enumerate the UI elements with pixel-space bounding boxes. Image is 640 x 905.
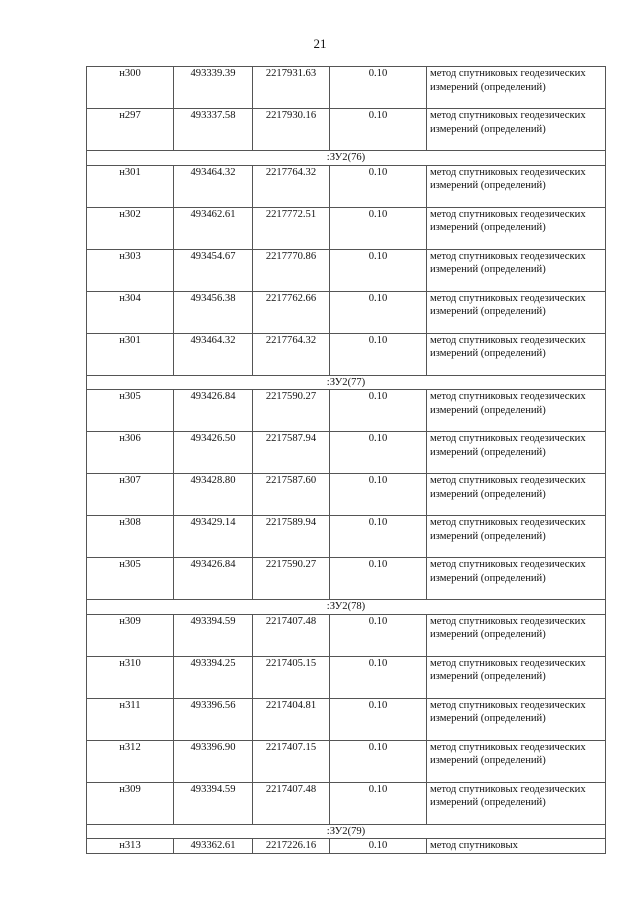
method-cell: метод спутниковых геодезических измерений (определений) bbox=[427, 333, 606, 375]
accuracy-cell: 0.10 bbox=[330, 165, 427, 207]
section-label: :ЗУ2(78) bbox=[87, 600, 606, 615]
coordinates-table-body bbox=[87, 67, 606, 854]
accuracy-cell: 0.10 bbox=[330, 249, 427, 291]
y-coordinate-cell: 2217590.27 bbox=[253, 558, 330, 600]
table-row bbox=[87, 740, 606, 782]
method-cell: метод спутниковых геодезических измерений (определений) bbox=[427, 740, 606, 782]
method-cell: метод спутниковых bbox=[427, 839, 606, 854]
table-row bbox=[87, 839, 606, 854]
method-cell: метод спутниковых геодезических измерений (определений) bbox=[427, 656, 606, 698]
method-cell: метод спутниковых геодезических измерений (определений) bbox=[427, 390, 606, 432]
table-row bbox=[87, 614, 606, 656]
x-coordinate-cell: 493337.58 bbox=[174, 109, 253, 151]
x-coordinate-cell: 493454.67 bbox=[174, 249, 253, 291]
x-coordinate-cell: 493426.50 bbox=[174, 432, 253, 474]
method-cell: метод спутниковых геодезических измерений (определений) bbox=[427, 614, 606, 656]
y-coordinate-cell: 2217770.86 bbox=[253, 249, 330, 291]
y-coordinate-cell: 2217404.81 bbox=[253, 698, 330, 740]
table-row bbox=[87, 558, 606, 600]
method-cell: метод спутниковых геодезических измерений (определений) bbox=[427, 109, 606, 151]
y-coordinate-cell: 2217764.32 bbox=[253, 333, 330, 375]
section-header-row bbox=[87, 824, 606, 839]
table-row bbox=[87, 474, 606, 516]
x-coordinate-cell: 493426.84 bbox=[174, 558, 253, 600]
table-row bbox=[87, 333, 606, 375]
accuracy-cell: 0.10 bbox=[330, 333, 427, 375]
y-coordinate-cell: 2217764.32 bbox=[253, 165, 330, 207]
accuracy-cell: 0.10 bbox=[330, 558, 427, 600]
point-name-cell: н305 bbox=[87, 390, 174, 432]
x-coordinate-cell: 493339.39 bbox=[174, 67, 253, 109]
table-row bbox=[87, 782, 606, 824]
section-label: :ЗУ2(77) bbox=[87, 375, 606, 390]
x-coordinate-cell: 493456.38 bbox=[174, 291, 253, 333]
point-name-cell: н306 bbox=[87, 432, 174, 474]
y-coordinate-cell: 2217762.66 bbox=[253, 291, 330, 333]
accuracy-cell: 0.10 bbox=[330, 782, 427, 824]
accuracy-cell: 0.10 bbox=[330, 474, 427, 516]
method-cell: метод спутниковых геодезических измерений (определений) bbox=[427, 782, 606, 824]
y-coordinate-cell: 2217407.15 bbox=[253, 740, 330, 782]
accuracy-cell: 0.10 bbox=[330, 698, 427, 740]
table-row bbox=[87, 432, 606, 474]
accuracy-cell: 0.10 bbox=[330, 109, 427, 151]
accuracy-cell: 0.10 bbox=[330, 516, 427, 558]
accuracy-cell: 0.10 bbox=[330, 207, 427, 249]
point-name-cell: н303 bbox=[87, 249, 174, 291]
method-cell: метод спутниковых геодезических измерений (определений) bbox=[427, 165, 606, 207]
x-coordinate-cell: 493394.25 bbox=[174, 656, 253, 698]
method-cell: метод спутниковых геодезических измерений (определений) bbox=[427, 698, 606, 740]
accuracy-cell: 0.10 bbox=[330, 656, 427, 698]
method-cell: метод спутниковых геодезических измерений (определений) bbox=[427, 516, 606, 558]
point-name-cell: н310 bbox=[87, 656, 174, 698]
y-coordinate-cell: 2217930.16 bbox=[253, 109, 330, 151]
table-row bbox=[87, 67, 606, 109]
table-row bbox=[87, 165, 606, 207]
point-name-cell: н309 bbox=[87, 782, 174, 824]
x-coordinate-cell: 493426.84 bbox=[174, 390, 253, 432]
y-coordinate-cell: 2217407.48 bbox=[253, 782, 330, 824]
y-coordinate-cell: 2217587.60 bbox=[253, 474, 330, 516]
method-cell: метод спутниковых геодезических измерений (определений) bbox=[427, 558, 606, 600]
method-cell: метод спутниковых геодезических измерений (определений) bbox=[427, 432, 606, 474]
y-coordinate-cell: 2217407.48 bbox=[253, 614, 330, 656]
method-cell: метод спутниковых геодезических измерений (определений) bbox=[427, 474, 606, 516]
table-row bbox=[87, 109, 606, 151]
coordinates-table bbox=[86, 66, 606, 854]
method-cell: метод спутниковых геодезических измерений (определений) bbox=[427, 67, 606, 109]
section-label: :ЗУ2(76) bbox=[87, 151, 606, 166]
accuracy-cell: 0.10 bbox=[330, 614, 427, 656]
accuracy-cell: 0.10 bbox=[330, 432, 427, 474]
point-name-cell: н307 bbox=[87, 474, 174, 516]
x-coordinate-cell: 493429.14 bbox=[174, 516, 253, 558]
x-coordinate-cell: 493394.59 bbox=[174, 614, 253, 656]
table-row bbox=[87, 291, 606, 333]
y-coordinate-cell: 2217590.27 bbox=[253, 390, 330, 432]
method-cell: метод спутниковых геодезических измерений (определений) bbox=[427, 291, 606, 333]
table-row bbox=[87, 390, 606, 432]
point-name-cell: н297 bbox=[87, 109, 174, 151]
y-coordinate-cell: 2217405.15 bbox=[253, 656, 330, 698]
x-coordinate-cell: 493464.32 bbox=[174, 165, 253, 207]
x-coordinate-cell: 493394.59 bbox=[174, 782, 253, 824]
accuracy-cell: 0.10 bbox=[330, 839, 427, 854]
page-number: 21 bbox=[313, 36, 327, 51]
section-header-row bbox=[87, 600, 606, 615]
point-name-cell: н301 bbox=[87, 165, 174, 207]
method-cell: метод спутниковых геодезических измерений (определений) bbox=[427, 249, 606, 291]
x-coordinate-cell: 493428.80 bbox=[174, 474, 253, 516]
point-name-cell: н311 bbox=[87, 698, 174, 740]
x-coordinate-cell: 493464.32 bbox=[174, 333, 253, 375]
y-coordinate-cell: 2217772.51 bbox=[253, 207, 330, 249]
point-name-cell: н300 bbox=[87, 67, 174, 109]
accuracy-cell: 0.10 bbox=[330, 67, 427, 109]
table-row bbox=[87, 698, 606, 740]
y-coordinate-cell: 2217589.94 bbox=[253, 516, 330, 558]
section-label: :ЗУ2(79) bbox=[87, 824, 606, 839]
y-coordinate-cell: 2217931.63 bbox=[253, 67, 330, 109]
point-name-cell: н308 bbox=[87, 516, 174, 558]
x-coordinate-cell: 493462.61 bbox=[174, 207, 253, 249]
x-coordinate-cell: 493362.61 bbox=[174, 839, 253, 854]
point-name-cell: н312 bbox=[87, 740, 174, 782]
section-header-row bbox=[87, 151, 606, 166]
point-name-cell: н305 bbox=[87, 558, 174, 600]
table-row bbox=[87, 656, 606, 698]
x-coordinate-cell: 493396.56 bbox=[174, 698, 253, 740]
point-name-cell: н313 bbox=[87, 839, 174, 854]
x-coordinate-cell: 493396.90 bbox=[174, 740, 253, 782]
y-coordinate-cell: 2217587.94 bbox=[253, 432, 330, 474]
accuracy-cell: 0.10 bbox=[330, 291, 427, 333]
point-name-cell: н301 bbox=[87, 333, 174, 375]
point-name-cell: н302 bbox=[87, 207, 174, 249]
table-row bbox=[87, 516, 606, 558]
accuracy-cell: 0.10 bbox=[330, 390, 427, 432]
table-row bbox=[87, 207, 606, 249]
method-cell: метод спутниковых геодезических измерений (определений) bbox=[427, 207, 606, 249]
section-header-row bbox=[87, 375, 606, 390]
table-row bbox=[87, 249, 606, 291]
y-coordinate-cell: 2217226.16 bbox=[253, 839, 330, 854]
point-name-cell: н309 bbox=[87, 614, 174, 656]
point-name-cell: н304 bbox=[87, 291, 174, 333]
accuracy-cell: 0.10 bbox=[330, 740, 427, 782]
